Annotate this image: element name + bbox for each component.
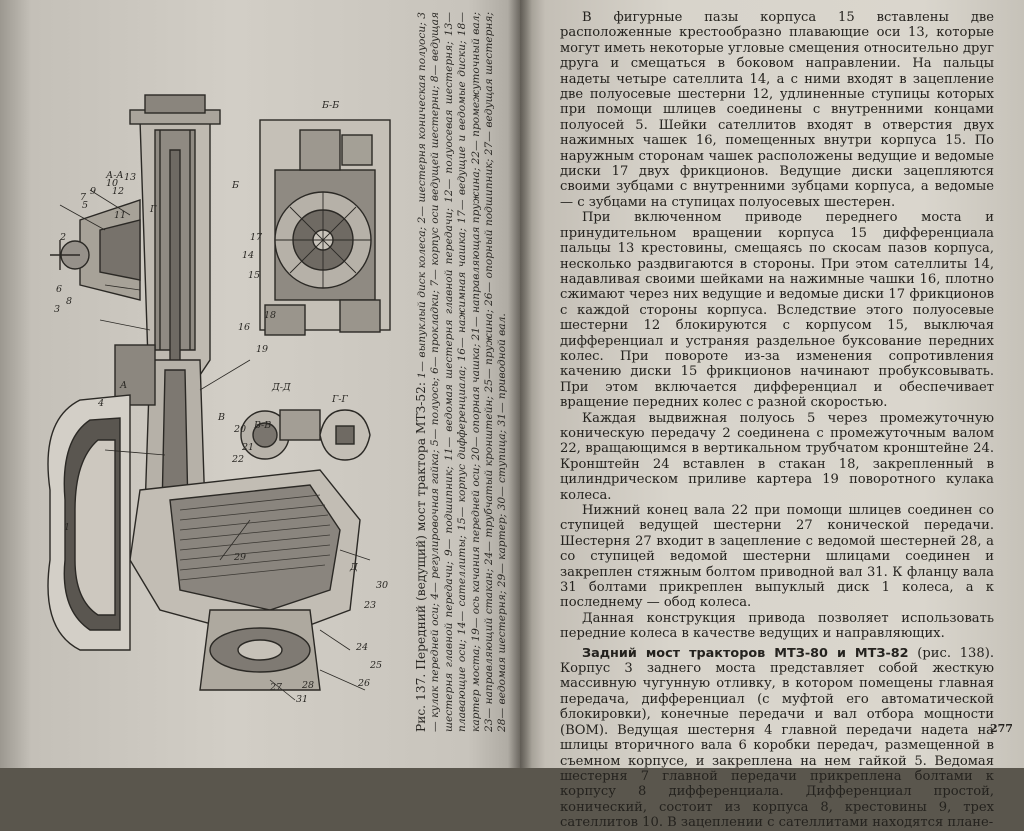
figure-label: В bbox=[218, 412, 225, 423]
figure-label: 31 bbox=[296, 694, 309, 705]
figure-label: Б-Б bbox=[322, 100, 340, 111]
section-paragraph bbox=[560, 646, 994, 831]
figure-label: 28 bbox=[302, 680, 315, 691]
caption-title: Рис. 137. Передний (ведущий) мост трактора МТЗ-52: bbox=[414, 382, 428, 732]
figure-label: 9 bbox=[90, 186, 97, 197]
figure-label: 13 bbox=[124, 172, 137, 183]
paragraph: При включенном приводе переднего моста и принудительном вращении корпуса 15 дифференциала пальцы 13 крестовины, смещаясь по скосам пазов корпуса, несколько раздвигаются в стороны. При этом сателлиты 14, надавливая своими шейками на нажимные чашки 16, плотно сжимают через них ведущие и ведомые диски 17 фрикционов с каждой стороны корпуса. Вследствие этого полуосевые шестерни 12 блокируются с корпусом 15, выключая дифференциал и устраняя раздельное буксование передних колес. При повороте из-за изменения сопротивления качению диски 15 фрикционов начинают пробуксовывать. При этом включается дифференциал и обеспечивает вращение передних колес с разной скоростью. bbox=[560, 210, 994, 411]
figure-label: 11 bbox=[114, 210, 127, 221]
figure-label: 21 bbox=[242, 442, 255, 453]
book-gutter bbox=[508, 0, 532, 768]
figure-label: 14 bbox=[242, 250, 255, 261]
paragraph: Каждая выдвижная полуось 5 через промежуточную коническую передачу 2 соединена с промежуточным валом 22, вращающимся в вертикальном трубчатом кронштейне 24. Кронштейн 24 вставлен в стакан 18, закрепленный в цилиндрическом приливе картера 19 поворотного кулака колеса. bbox=[560, 410, 994, 503]
figure-label: 3 bbox=[54, 304, 61, 315]
section-heading: Задний мост тракторов МТЗ-80 и МТЗ-82 bbox=[582, 645, 909, 661]
figure-label: 26 bbox=[358, 678, 371, 689]
figure-label: 16 bbox=[238, 322, 251, 333]
figure-label: 2 bbox=[60, 232, 67, 243]
figure-label: 20 bbox=[234, 424, 247, 435]
left-page bbox=[0, 0, 520, 768]
figure-label: В-В bbox=[254, 420, 272, 431]
figure-label: 7 bbox=[80, 192, 87, 203]
figure-label: Д-Д bbox=[272, 382, 291, 393]
figure-label: 30 bbox=[376, 580, 389, 591]
figure-label: 25 bbox=[370, 660, 383, 671]
figure-label: 6 bbox=[56, 284, 63, 295]
figure-label: 23 bbox=[364, 600, 377, 611]
figure-label: Г bbox=[150, 204, 157, 215]
figure-label: 27 bbox=[270, 682, 283, 693]
figure-label: 19 bbox=[256, 344, 269, 355]
figure-label: 17 bbox=[250, 232, 263, 243]
figure-label: Г-Г bbox=[332, 394, 348, 405]
figure-label: 10 bbox=[106, 178, 119, 189]
figure-label: А-А bbox=[106, 170, 124, 181]
figure-label: Д bbox=[350, 562, 358, 573]
figure-label: 24 bbox=[356, 642, 369, 653]
figure-label: А bbox=[120, 380, 128, 391]
page-number: 277 bbox=[990, 722, 1013, 735]
figure-label: 1 bbox=[64, 522, 71, 533]
figure-label: 8 bbox=[66, 296, 73, 307]
figure-label: 12 bbox=[112, 186, 125, 197]
figure-label: 22 bbox=[232, 454, 245, 465]
figure-label: Б bbox=[232, 180, 239, 191]
figure-label: 5 bbox=[82, 200, 89, 211]
figure-label: 29 bbox=[234, 552, 247, 563]
figure-label: 15 bbox=[248, 270, 261, 281]
paragraph: В фигурные пазы корпуса 15 вставлены две расположенные крестообразно плавающие оси 13, которые могут иметь некоторые угловые смещения относительно друг друга и смещаться в боковом направлении. На пальцы надеты четыре сателлита 14, а с ними входят в зацепление две полуосевые шестерни 12, удлиненные ступицы которых при помощи шлицев соединены с внутренними концами полуосей 5. Шейки сателлитов входят в отверстия двух нажимных чашек 16, помещенных внутри корпуса 15. По наружным сторонам чашек расположены ведущие и ведомые диски 17 двух фрикционов. Ведущие диски зацепляются своими зубцами с внутренними зубцами корпуса, а ведомые — с зубцами на ступицах полуосевых шестерен. bbox=[560, 10, 994, 210]
figure-label: 18 bbox=[264, 310, 277, 321]
body-text bbox=[560, 10, 994, 831]
figure-label: 4 bbox=[98, 398, 105, 409]
caption-legend: 1— выпуклый диск колеса; 2— шестерня коническая полуоси; 3— кулак передней оси; 4— регулировочная гайка; 5— полуось; 6— прокладки; 7— корпус оси ведущей шестерни; 8— ведущая шестерня главной передачи; 9— подшипник; 11— ведомая шестерня главной передачи; 12— полуосевая шестерня; 13— плавающие оси; 14— сателлиты; 15— корпус дифференциала; 16— нажимная чашка; 17— ведущие и ведомые диски; 18— картер моста; 19— ось качания передней оси; 20— опорная чашка; 21— направляющая пружина; 22— промежуточный вал; 23— направляющий стакан; 24— трубчатый кронштейн; 25— пружина; 26— опорный подшипник; 27— ведущая шестерня; 28— ведомая шестерня; 29— картер; 30— ступица; 31— приводной вал. bbox=[416, 12, 509, 732]
paragraph: Данная конструкция привода позволяет использовать передние колеса в качестве ведущих и направляющих. bbox=[560, 610, 994, 642]
section-text: (рис. 138). Корпус 3 заднего моста представляет собой жесткую массивную чугунную отливку, в котором помещены главная передача, дифференциал (с муфтой его автоматической блокировки), конечные передачи и вал отбора мощности (ВОМ). Ведущая шестерня 4 главной передачи надета на шлицы вторичного вала 6 коробки передач, размещенной в съемном корпусе, и закреплена на нем гайкой 5. Ведомая шестерня 7 главной передачи прикреплена болтами к корпусу 8 дифференциала. Дифференциал простой, конический, состоит из корпуса 8, крестовины 9, трех сателлитов 10. В зацеплении с сателлитами находятся плане- bbox=[560, 645, 994, 831]
figure-caption bbox=[415, 12, 510, 732]
technical-drawing-front-axle bbox=[20, 90, 412, 710]
paragraph: Нижний конец вала 22 при помощи шлицев соединен со ступицей ведущей шестерни 27 конической передачи. Шестерня 27 входит в зацепление с ведомой шестерней 28, а со ступицей ведомой шестерни шлицами соединен и закреплен стяжным болтом приводной вал 31. К фланцу вала 31 болтами прикреплен выпуклый диск 1 колеса, а к последнему — обод колеса. bbox=[560, 503, 994, 611]
